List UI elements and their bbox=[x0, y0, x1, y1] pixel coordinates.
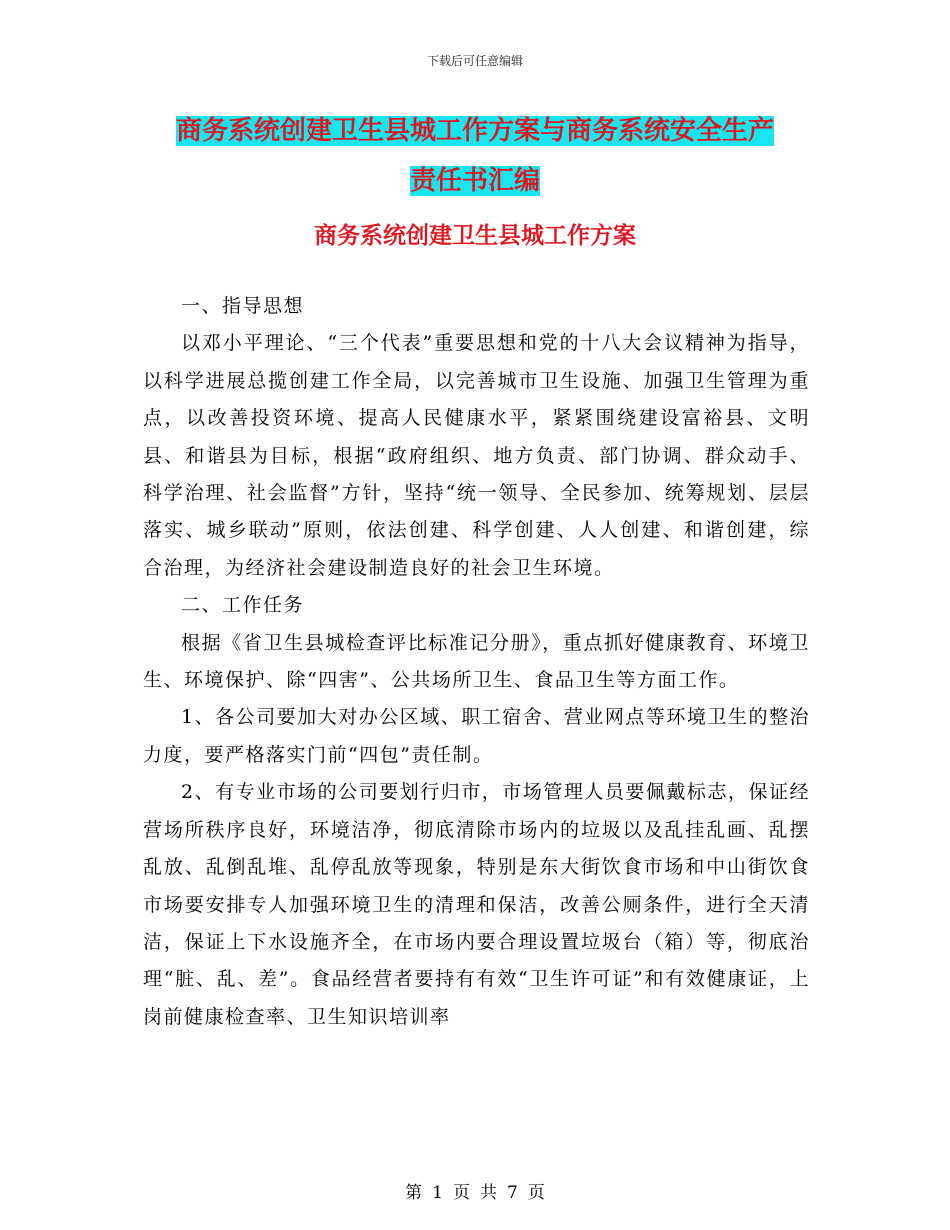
document-title-line-1: 商务系统创建卫生县城工作方案与商务系统安全生产 bbox=[175, 116, 774, 146]
document-title-line-2: 责任书汇编 bbox=[409, 166, 540, 196]
paragraph-work-tasks: 根据《省卫生县城检查评比标准记分册》，重点抓好健康教育、环境卫生、环境保护、除“四害”、公共场所卫生、食品卫生等方面工作。 bbox=[143, 631, 810, 692]
document-body bbox=[143, 288, 810, 1036]
heading-guiding-ideology: 一、指导思想 bbox=[181, 295, 305, 317]
page-footer bbox=[0, 1178, 950, 1203]
document-title bbox=[140, 106, 810, 206]
paragraph-task-1: 1、各公司要加大对办公区域、职工宿舍、营业网点等环境卫生的整治力度，要严格落实门前“四包”责任制。 bbox=[143, 706, 810, 766]
footer-page-unit: 页 bbox=[453, 1183, 470, 1203]
footer-total-unit: 页 bbox=[527, 1183, 545, 1203]
paragraph-task-2: 2、有专业市场的公司要划行归市，市场管理人员要佩戴标志，保证经营场所秩序良好，环境洁净，彻底清除市场内的垃圾以及乱挂乱画、乱摆乱放、乱倒乱堆、乱停乱放等现象，特别是东大街饮食市场和中山街饮食市场要安排专人加强环境卫生的清理和保洁，改善公厕条件，进行全天清洁，保证上下水设施齐全，在市场内要合理设置垃圾台（箱）等，彻底治理“脏、乱、差”。食品经营者要持有有效“卫生许可证”和有效健康证，上岗前健康检查率、卫生知识培训率 bbox=[143, 781, 810, 1028]
footer-total-word: 共 bbox=[480, 1183, 497, 1203]
footer-page-number: 1 bbox=[432, 1183, 443, 1203]
footer-page-word: 第 bbox=[405, 1183, 423, 1203]
header-note: 下载后可任意编辑 bbox=[426, 54, 523, 68]
footer-total-pages: 7 bbox=[507, 1183, 518, 1203]
paragraph-guiding-ideology: 以邓小平理论、“三个代表”重要思想和党的十八大会议精神为指导，以科学进展总揽创建工作全局，以完善城市卫生设施、加强卫生管理为重点，以改善投资环境、提高人民健康水平，紧紧围绕建设富裕县、文明县、和谐县为目标，根据“政府组织、地方负责、部门协调、群众动手、科学治理、社会监督”方针，坚持“统一领导、全民参加、统筹规划、层层落实、城乡联动”原则，依法创建、科学创建、人人创建、和谐创建，综合治理，为经济社会建设制造良好的社会卫生环境。 bbox=[143, 332, 810, 579]
section-title: 商务系统创建卫生县城工作方案 bbox=[314, 223, 636, 249]
heading-work-tasks: 二、工作任务 bbox=[181, 594, 305, 617]
